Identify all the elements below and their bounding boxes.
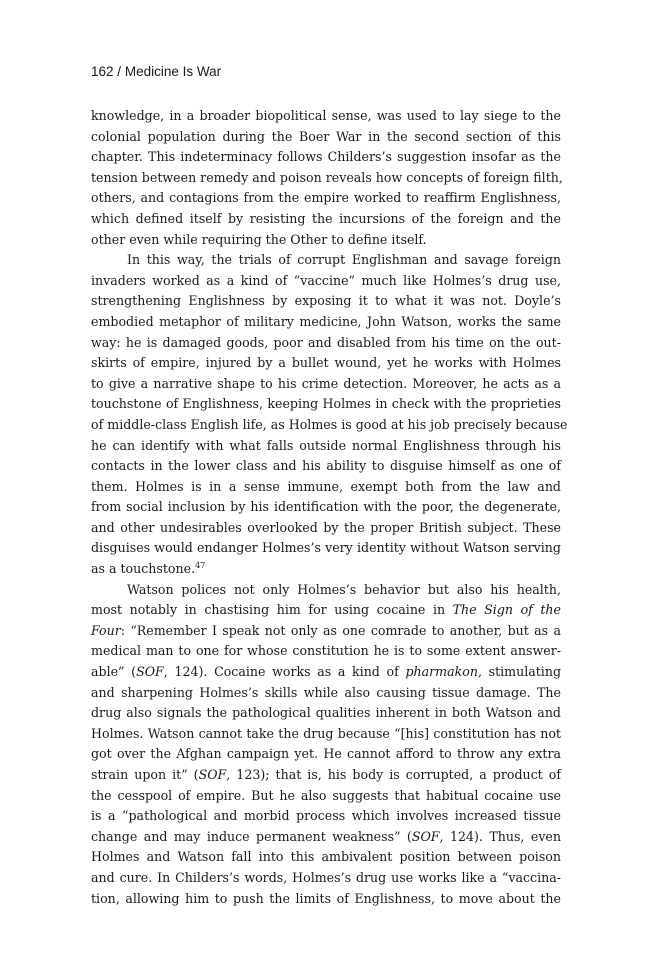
paragraph-3 (91, 580, 561, 910)
text-line: the cesspool of empire. But he also suggests that habitual cocaine use (91, 787, 561, 803)
text-line: way: he is damaged goods, poor and disabled from his time on the out- (91, 334, 561, 350)
paragraph-1 (91, 106, 561, 250)
text-line: and cure. In Childers’s words, Holmes’s drug use works like a “vaccina- (91, 869, 561, 885)
text-line: In this way, the trials of corrupt Englishman and savage foreign (127, 252, 561, 268)
text-line: to give a narrative shape to his crime detection. Moreover, he acts as a (91, 375, 561, 391)
text-line: Watson polices not only Holmes’s behavior but also his health, (127, 581, 561, 597)
text-line: them. Holmes is in a sense immune, exempt both from the law and (91, 478, 561, 494)
text-line: strengthening Englishness by exposing it to what it was not. Doyle’s (91, 293, 561, 309)
text-segment: : “Remember I speak not only as one comrade to another, but as a (120, 622, 561, 638)
body-text (91, 106, 568, 909)
text-line: from social inclusion by his identification with the poor, the degenerate, (91, 499, 561, 515)
italic-term: pharmakon (405, 664, 478, 680)
text-line-content: as a touchstone. (91, 561, 196, 577)
paragraph-2 (91, 250, 568, 580)
text-line: Holmes and Watson fall into this ambivalent position between poison (91, 849, 561, 865)
text-line: other even while requiring the Other to define itself. (91, 231, 427, 247)
text-line: medical man to one for whose constitution he is to some extent answer- (91, 643, 561, 659)
citation-abbrev: SOF (198, 767, 227, 782)
text-line: drug also signals the pathological qualities inherent in both Watson and (91, 705, 561, 721)
text-segment: most notably in chastising him for using cocaine in (91, 602, 453, 618)
text-line: of middle-class English life, as Holmes is good at his job precisely because (91, 416, 568, 432)
text-line (91, 600, 561, 621)
text-line (91, 765, 561, 786)
text-line: and other undesirables overlooked by the proper British subject. These (91, 519, 561, 535)
text-segment: , stimulating (477, 664, 562, 680)
text-line: contacts in the lower class and his ability to disguise himself as one of (91, 458, 561, 474)
text-segment: strain upon it” ( (91, 767, 199, 782)
text-line (91, 621, 561, 642)
text-line: disguises would endanger Holmes’s very identity without Watson serving (91, 540, 561, 556)
text-line: which defined itself by resisting the incursions of the foreign and the (91, 210, 561, 226)
citation-abbrev: SOF (136, 664, 164, 680)
text-line: embodied metaphor of military medicine, John Watson, works the same (91, 313, 561, 329)
text-line: chapter. This indeterminacy follows Childers’s suggestion insofar as the (91, 149, 561, 165)
text-line: tion, allowing him to push the limits of Englishness, to move about the (91, 890, 561, 906)
text-line: others, and contagions from the empire worked to reaffirm Englishness, (91, 190, 561, 206)
text-line: he can identify with what falls outside normal Englishness through his (91, 437, 561, 453)
running-head (91, 64, 221, 79)
text-line: is a “pathological and morbid process which involves increased tissue (91, 808, 561, 824)
text-segment: , 124). Cocaine works as a kind of (163, 664, 406, 680)
text-line: skirts of empire, injured by a bullet wound, yet he works with Holmes (91, 355, 561, 371)
book-title: Four (91, 622, 121, 638)
text-segment: change and may induce permanent weakness” ( (91, 828, 412, 844)
text-line (91, 559, 561, 580)
text-line (91, 662, 561, 683)
text-line: knowledge, in a broader biopolitical sense, was used to lay siege to the (91, 108, 561, 123)
text-line: invaders worked as a kind of “vaccine” much like Holmes’s drug use, (91, 272, 561, 288)
book-title: The Sign of the (452, 602, 562, 618)
text-line: tension between remedy and poison reveals how concepts of foreign filth, (91, 169, 563, 185)
page-number: 162 (91, 64, 114, 79)
text-segment: able” ( (91, 664, 137, 680)
footnote-marker: 47 (195, 560, 206, 570)
text-line: got over the Afghan campaign yet. He cannot afford to throw any extra (91, 746, 561, 762)
text-line: touchstone of Englishness, keeping Holmes in check with the proprieties (91, 396, 561, 412)
citation-abbrev: SOF (411, 828, 440, 844)
running-head-separator: / (117, 64, 122, 79)
text-line: Holmes. Watson cannot take the drug because “[his] constitution has not (91, 725, 561, 741)
running-head-title: Medicine Is War (124, 64, 222, 79)
text-line: and sharpening Holmes’s skills while also causing tissue damage. The (91, 684, 561, 700)
text-line: colonial population during the Boer War in the second section of this (91, 128, 561, 144)
text-line (91, 827, 561, 848)
text-segment: , 123); that is, his body is corrupted, a product of (226, 767, 561, 782)
text-segment: , 124). Thus, even (439, 828, 561, 844)
